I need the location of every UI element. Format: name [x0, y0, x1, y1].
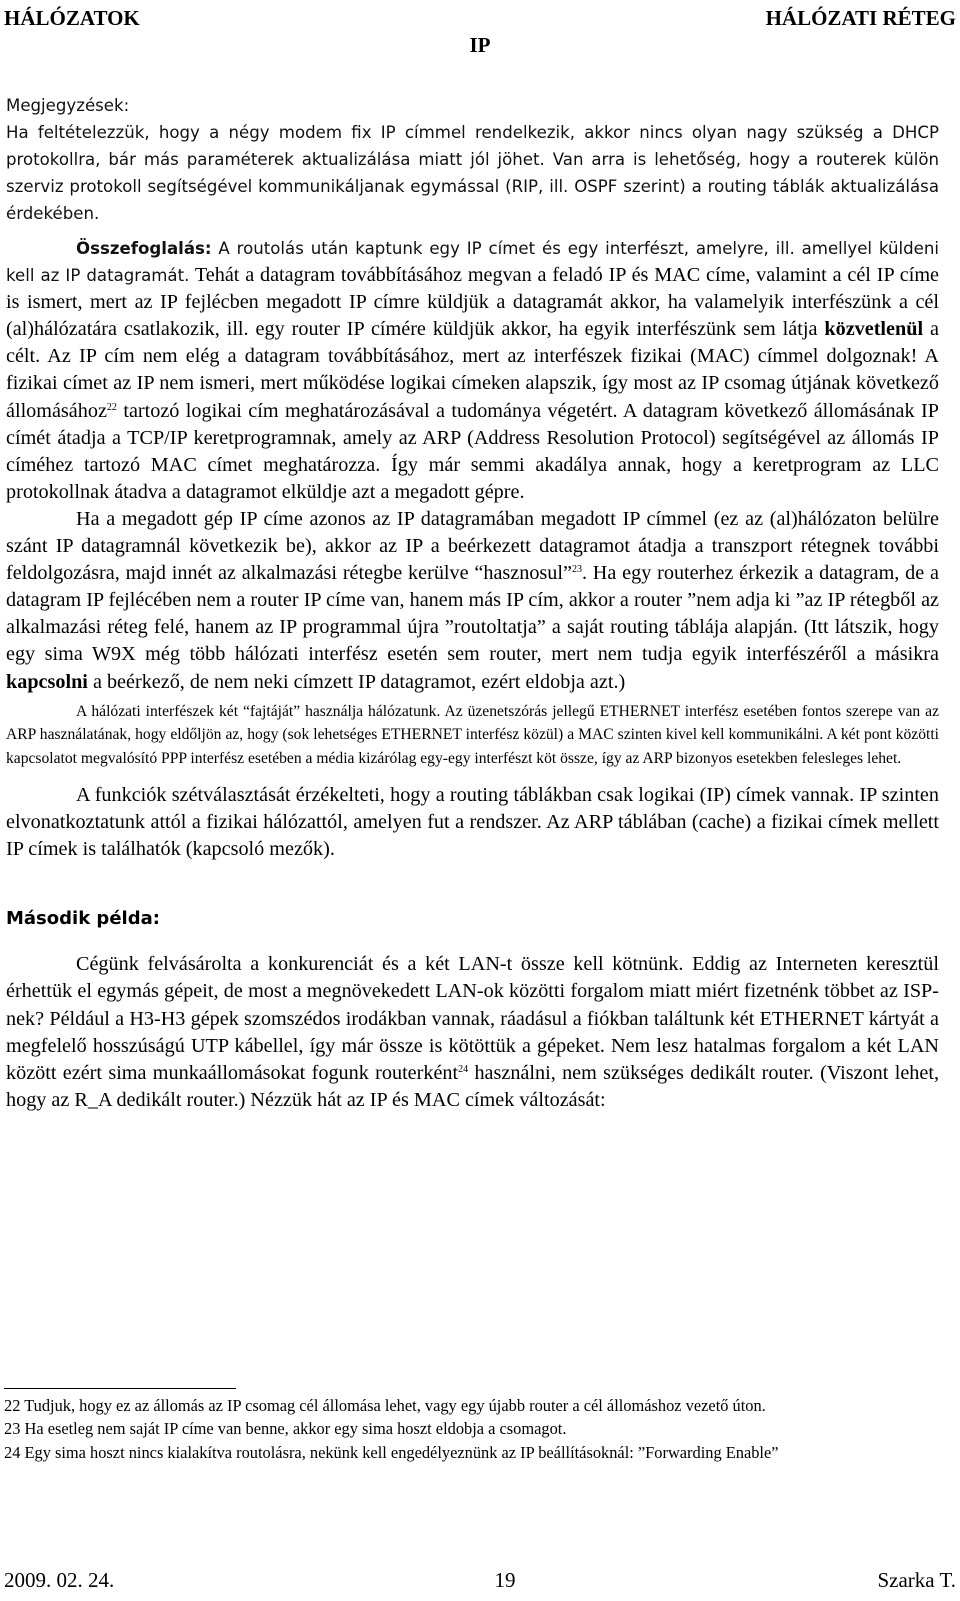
footer-page-number: 19	[494, 1568, 516, 1592]
routing-text-a: Ha a megadott gép IP címe azonos az IP datagramában megadott IP címmel (ez az (al)hálózaton belülre szánt IP datagramnál következik be), akkor az IP a beérkezett datagramot átadja a transzport rétegnek további feldolgozásra, majd innét az alkalmazási rétegbe kerülve “hasznosul”	[6, 507, 939, 585]
example-paragraph	[6, 951, 939, 1114]
summary-bold: közvetlenül	[824, 318, 924, 341]
summary-text-c: tartozó logikai cím meghatározásával a tudománya végetért. A datagram következő állomásának IP címét átadja a TCP/IP keretprogramnak, amely az ARP (Address Resolution Protocol) segítségével az állomás IP címéhez tartozó MAC címet meghatározza. Így már semmi akadálya annak, hogy a keretprogram az LLC protokollnak átadva a datagramot elküldje azt a megadott gépre.	[6, 399, 939, 503]
example-text-a: Cégünk felvásárolta a konkurenciát és a két LAN-t össze kell kötnünk. Eddig az Interneten keresztül érhettük el egymás gépeit, de most a megnövekedett LAN-ok közötti forgalom miatt miért fizetnénk többet az ISP-nek? Például a H3-H3 gépek szomszédos irodákban vannak, ráadásul a fiókban találtunk két ETHERNET kártyát a megfelelő hosszúságú UTP kábellel, így már össze is kötöttük a gépeket. Nem lesz hatalmas forgalom a két LAN között ezért sima munkaállomásokat fogunk routerként	[6, 953, 939, 1084]
footnote-24: 24 Egy sima hoszt nincs kialakítva routolásra, nekünk kell engedélyeznünk az IP beállításoknál: ”Forwarding Enable”	[4, 1442, 779, 1462]
notes-text: Ha feltételezzük, hogy a négy modem fix IP címmel rendelkezik, akkor nincs olyan nagy szükség a DHCP protokollra, bár más paraméterek aktualizálása miatt jól jöhet. Van arra is lehetőség, hogy a routerek külön szerviz protokoll segítségével kommunikáljanak egymással (RIP, ill. OSPF szerint) a routing táblák aktualizálása érdekében.	[6, 123, 939, 223]
footnote-23: 23 Ha esetleg nem saját IP címe van benne, akkor egy sima hoszt eldobja a csomagot.	[4, 1419, 567, 1439]
footer-author: Szarka T.	[877, 1568, 956, 1592]
summary-paragraph	[6, 235, 939, 506]
notes-paragraph	[6, 92, 939, 227]
notes-heading: Megjegyzések:	[6, 96, 130, 115]
separation-paragraph: A funkciók szétválasztását érzékelteti, hogy a routing táblákban csak logikai (IP) címek vannak. IP szinten elvonatkoztatunk attól a fizikai hálózattól, amelyen fut a rendszer. Az ARP táblában (cache) a fizikai címek mellett IP címek is találhatók (kapcsoló mezők).	[6, 784, 939, 861]
summary-text-b: a célt. Az IP cím nem elég a datagram továbbításához, mert az interfészek fizikai (MAC) címmel dolgoznak! A fizikai címet az IP nem ismeri, mert működése logikai címeken alapszik, így most az IP csomag útjának következő állomásához	[6, 318, 939, 422]
example-text-b: használni, nem szükséges dedikált router. (Viszont lehet, hogy az R_A dedikált router.) Nézzük hát az IP és MAC címek változását:	[6, 1061, 939, 1111]
footnote-ref-23: 23	[571, 564, 582, 576]
routing-text-b: . Ha egy routerhez érkezik a datagram, de a datagram IP fejlécében nem a router IP címe van, hanem más IP cím, akkor a router ”nem adja ki ”az IP rétegből az alkalmazási réteg felé, hanem az IP programmal újra ”routoltatja” a saját routing táblája alapján. (Itt látszik, hogy egy sima W9X még több hálózati interfész esetén sem router, mert nem tudja egyik interfészéről a másikra	[6, 562, 939, 666]
header-left: HÁLÓZATOK	[4, 6, 140, 30]
summary-sans-text: A routolás után kaptunk egy IP címet és egy interfészt, amelyre, ill. amellyel küldeni kell az IP datagramát.	[6, 239, 939, 286]
header-right: HÁLÓZATI RÉTEG	[765, 6, 956, 30]
summary-text-a: Tehát a datagram továbbításához megvan a feladó IP és MAC címe, valamint a cél IP címe is ismert, mert az IP fejlécben megadott IP címre küldjük a datagramát akkor, ha valamelyik interfészünk a cél (al)hálózatára csatlakozik, ill. egy router IP címére küldjük akkor, ha egyik interfészünk sem látja	[6, 264, 939, 341]
footnote-ref-24: 24	[458, 1063, 469, 1075]
routing-paragraph	[6, 506, 939, 696]
footnote-22: 22 Tudjuk, hogy ez az állomás az IP csomag cél állomása lehet, vagy egy újabb router a cél állomáshoz vezető úton.	[4, 1396, 766, 1415]
routing-bold: kapcsolni	[6, 670, 88, 693]
section-title: Második példa:	[6, 908, 160, 930]
summary-label: Összefoglalás: A routolás után kaptunk egy IP címet és egy interfészt, amelyre, ill. amellyel küldeni kell az IP datagramát.	[6, 239, 939, 286]
routing-text-c: a beérkező, de nem neki címzett IP datagramot, ezért eldobja azt.)	[87, 670, 626, 693]
footnotes	[4, 1394, 938, 1464]
body-text	[6, 92, 939, 1114]
footnote-separator	[4, 1388, 236, 1389]
footer-date: 2009. 02. 24.	[4, 1568, 115, 1592]
footnote-ref-22: 22	[106, 401, 117, 413]
header-center: IP	[469, 33, 491, 57]
interface-paragraph: A hálózati interfészek két “fajtáját” használja hálózatunk. Az üzenetszórás jellegű ETHERNET interfész esetében fontos szerepe van az ARP használatának, hogy eldőljön az, hogy (sok lehetséges ETHERNET interfész közül) a MAC szinten kivel kell kommunikálni. A két pont közötti kapcsolatot megvalósító PPP interfész esetében a média kizárólag egy-egy interfészt köt össze, így az ARP bizonyos esetekben felesleges lehet.	[6, 702, 939, 767]
